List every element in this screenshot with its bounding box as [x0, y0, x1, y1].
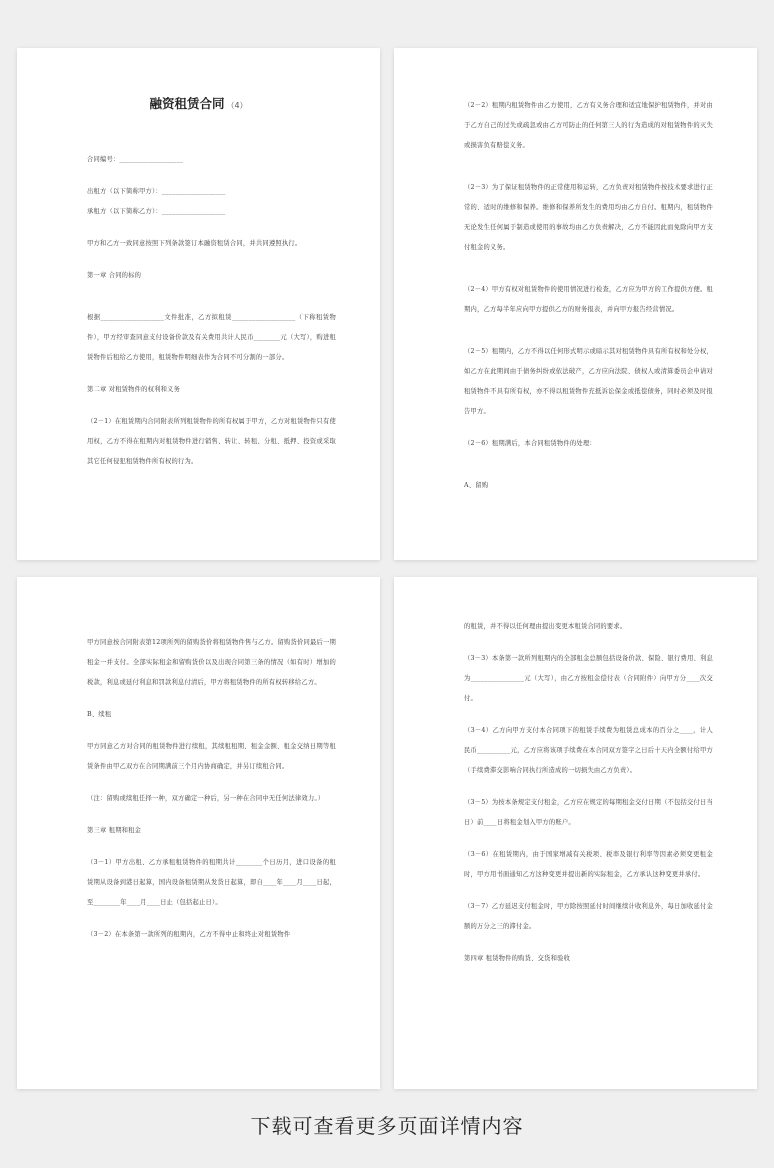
title-text: 融资租赁合同 — [149, 96, 225, 111]
document-page-1 — [17, 48, 380, 560]
contract-number-field: 合同编号：___________________ — [87, 156, 184, 163]
chapter-3-heading: 第三章 租期和租金 — [87, 827, 142, 834]
clause-3-2: （3－2）在本条第一款所列的租期内，乙方不得中止和终止对租赁物件 — [87, 931, 291, 938]
title-number: （4） — [226, 101, 248, 110]
renew-paragraph: 甲方同意乙方对合同的租赁物件进行续租，其续租租期、租金金额、租金交纳日期等租赁条件由甲乙双方在合同期满前三个月内协商确定，并另订续租合同。 — [87, 743, 336, 770]
clause-3-5: （3－5）为按本条规定支付租金，乙方应在规定的每期租金交付日期（不包括交付日当日）前____日将租金划入甲方的账户。 — [464, 799, 713, 826]
clause-2-4: （2－4）甲方有权对租赁物件的使用情况进行检查，乙方应为甲方的工作提供方便。租期内，乙方每半年应向甲方提供乙方的财务报表，并向甲方报告经营情况。 — [464, 286, 713, 313]
document-title — [61, 94, 336, 112]
continued-paragraph: 的租赁，并不得以任何理由提出变更本租赁合同的要求。 — [464, 623, 627, 630]
clause-2-1: （2－1）在租赁期内合同附表所列租赁物件的所有权属于甲方，乙方对租赁物件只有使用权，乙方不得在租期内对租赁物件进行销售、转让、转租、分租、抵押、投资或采取其它任何侵犯租赁物件所有权的行为。 — [87, 418, 336, 465]
clause-3-7: （3－7）乙方延迟支付租金时，甲方除按照延付时间继续计收利息外，每日加收延付金额的万分之三的滞付金。 — [464, 903, 713, 930]
option-a-heading: A、留购 — [464, 482, 489, 489]
download-more-link[interactable]: 下载可查看更多页面详情内容 — [250, 1114, 524, 1138]
lessor-field: 出租方（以下简称甲方）：___________________ — [87, 188, 226, 195]
chapter-1-body: 根据___________________文件批准，乙方拟租赁___________________（下称租赁物件），甲方经审查同意支付设备价款及有关费用共计人民币________元（大写），购进租赁物件后租给乙方使用，租赁物件明细表作为合同不可分割的一部分。 — [87, 314, 336, 361]
option-b-heading: B、续租 — [87, 711, 112, 718]
clause-3-3: （3－3）本条第一款所列租期内的全部租金总额包括设备价款、保险、银行费用、利息为________________元（大写），由乙方按租金偿付表（合同附件）向甲方分____次交付。 — [464, 655, 713, 702]
clause-2-5: （2－5）租期内，乙方不得以任何形式明示或暗示其对租赁物件具有所有权和处分权，如乙方在此期间由于债务纠纷或依法破产，乙方应向法院、债权人或清算委员会申请对租赁物件不具有所有权，亦不得以租赁物件充抵诉讼保金或抵偿债务，同时必须及时报告甲方。 — [464, 348, 713, 415]
clause-2-6: （2－6）租期满后，本合同租赁物件的处理： — [464, 440, 596, 447]
chapter-1-heading: 第一章 合同的标的 — [87, 272, 142, 279]
chapter-2-heading: 第二章 对租赁物件的权利和义务 — [87, 386, 181, 393]
intro-paragraph: 甲方和乙方一致同意按照下列条款签订本融资租赁合同，并共同遵照执行。 — [87, 240, 302, 247]
document-page-2 — [394, 48, 757, 560]
clause-2-2: （2－2）租期内租赁物件由乙方使用，乙方有义务合理和适宜地保护租赁物件，并对由于乙方自己的过失或疏忽或由乙方可防止的任何第三人的行为造成的对租赁物件的灭失或损害负有赔偿义务。 — [464, 102, 713, 149]
clause-3-4: （3－4）乙方向甲方支付本合同项下的租赁手续费为租赁总成本的百分之____，计人民币__________元，乙方应将该项手续费在本合同双方签字之日后十天内全额付给甲方（手续费滞交影响合同执行所造成的一切损失由乙方负责）。 — [464, 727, 713, 774]
clause-3-6: （3－6）在租赁期内，由于国家增减有关税项、税率及银行利率等因素必须变更租金时，甲方用书面通知乙方这种变更并提出新的实际租金，乙方承认这种变更并承付。 — [464, 851, 713, 878]
document-page-3 — [17, 577, 380, 1089]
note-paragraph: （注：留购或续租任择一种，双方确定一种后，另一种在合同中无任何法律效力。） — [87, 795, 325, 802]
clause-3-1: （3－1）甲方出租、乙方承租租赁物件的租期共计________个日历月，进口设备的租赁期从设备到港日起算，国内设备租赁期从发货日起算，即自____年____月____日起，至________年____月____日止（包括起止日）。 — [87, 859, 336, 906]
document-page-4 — [394, 577, 757, 1089]
lessee-field: 承租方（以下简称乙方）：___________________ — [87, 208, 226, 215]
chapter-4-heading: 第四章 租赁物件的购货、交货和验收 — [464, 955, 571, 962]
clause-2-3: （2－3）为了保证租赁物件的正常使用和运转，乙方负责对租赁物件按技术要求进行正常的、适时的维修和保养。维修和保养所发生的费用均由乙方自付。租期内，租赁物件无论发生任何属于制造或使用的事故均由乙方负责解决，乙方不能因此而免除向甲方支付租金的义务。 — [464, 184, 713, 251]
purchase-paragraph: 甲方同意按合同附表第12项所列的留购货价将租赁物件售与乙方。留购货价同最后一期租金一并支付。全部实际租金和留购货价以及出现合同第三条的情况（如有时）增加的税款，利息或延付利息和罚款利息付清后，甲方将租赁物件的所有权转移给乙方。 — [87, 639, 336, 686]
